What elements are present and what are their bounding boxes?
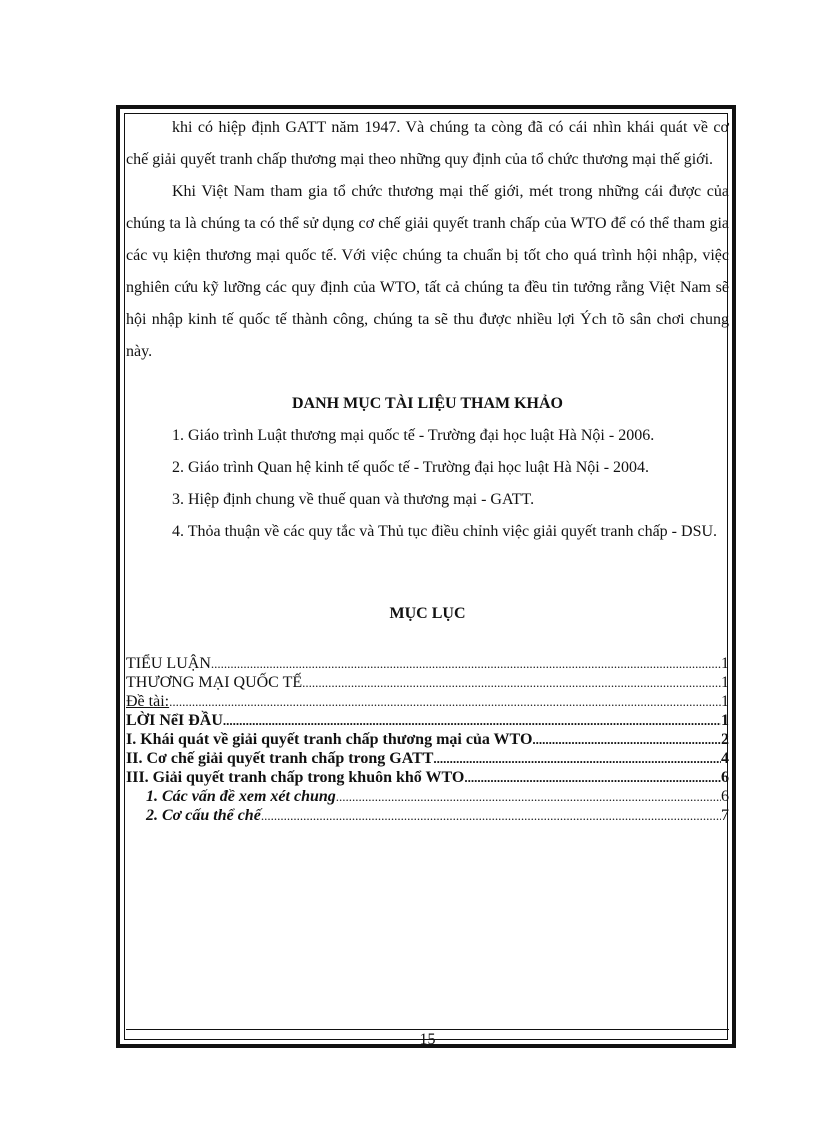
toc-entry-page: 1	[721, 655, 729, 672]
reference-item: 2. Giáo trình Quan hệ kinh tế quốc tế - Trường đại học luật Hà Nội - 2004.	[172, 459, 650, 476]
toc-leader-dots	[336, 787, 721, 806]
toc-entry[interactable]	[126, 692, 729, 711]
toc-entry-page: 2	[721, 731, 729, 748]
toc-entry-label: II. Cơ chế giải quyết tranh chấp trong GATT	[126, 750, 434, 767]
toc-title: MỤC LỤC	[389, 605, 466, 622]
toc-entry-page: 4	[721, 750, 729, 767]
body-paragraph: Khi Việt Nam tham gia tổ chức thương mại thế giới, mét trong những cái được của chúng ta là chúng ta có thể sử dụng cơ chế giải quyết tranh chấp của WTO để có thể tham gia các vụ kiện thương mại quốc tế. Với việc chúng ta chuẩn bị tốt cho quá trình hội nhập, việc nghiên cứu kỹ lưỡng các quy định của WTO, tất cả chúng ta đều tin tưởng rằng Việt Nam sẽ hội nhập kinh tế quốc tế thành công, chúng ta sẽ thu được nhiều lợi Ých tõ sân chơi chung này.	[126, 183, 729, 360]
toc-entry[interactable]	[126, 806, 729, 825]
toc-entry-label: LỜI NểI ĐẦU	[126, 712, 223, 729]
toc-entry-page: 1	[721, 693, 729, 710]
toc-entry-page: 6	[721, 788, 729, 805]
toc-entry[interactable]	[126, 730, 729, 749]
toc-entry-label: I. Khái quát về giải quyết tranh chấp thương mại của WTO	[126, 731, 533, 748]
toc-entry-page: 6	[721, 769, 729, 786]
toc-entry[interactable]	[126, 787, 729, 806]
toc-entry-label: THƯƠNG MẠI QUỐC TẾ	[126, 674, 303, 691]
toc-leader-dots	[302, 673, 721, 692]
toc-entry[interactable]	[126, 654, 729, 673]
reference-item: 4. Thỏa thuận về các quy tắc và Thủ tục điều chỉnh việc giải quyết tranh chấp - DSU.	[172, 523, 718, 540]
toc-entry[interactable]	[126, 749, 729, 768]
toc-leader-dots	[261, 806, 721, 825]
toc-entry-label: III. Giải quyết tranh chấp trong khuôn khổ WTO	[126, 769, 465, 786]
toc-entry-page: 1	[721, 712, 729, 729]
reference-item: 3. Hiệp định chung về thuế quan và thương mại - GATT.	[172, 491, 535, 508]
toc-entry[interactable]	[126, 711, 729, 730]
references-heading: DANH MỤC TÀI LIỆU THAM KHẢO	[292, 395, 563, 412]
toc-entry-page: 1	[721, 674, 729, 691]
toc-leader-dots	[464, 768, 721, 787]
toc-entry-page: 7	[721, 807, 729, 824]
toc-entry[interactable]	[126, 768, 729, 787]
table-of-contents	[126, 654, 729, 825]
toc-leader-dots	[223, 711, 721, 730]
toc-leader-dots	[532, 730, 721, 749]
page-number: 15	[126, 1029, 729, 1048]
toc-entry-label: 1. Các vấn đề xem xét chung	[146, 788, 336, 805]
toc-entry-label: TIỂU LUẬN	[126, 655, 211, 672]
toc-leader-dots	[169, 692, 721, 711]
body-paragraph: khi có hiệp định GATT năm 1947. Và chúng ta còng đã có cái nhìn khái quát về cơ chế giải quyết tranh chấp thương mại theo những quy định của tổ chức thương mại thế giới.	[126, 119, 729, 168]
page-content	[126, 112, 729, 825]
toc-entry-label: 2. Cơ cấu thể chế	[146, 807, 261, 824]
toc-leader-dots	[211, 654, 721, 673]
reference-item: 1. Giáo trình Luật thương mại quốc tế - Trường đại học luật Hà Nội - 2006.	[172, 427, 655, 444]
toc-entry-label: Đề tài:	[126, 693, 170, 710]
toc-entry[interactable]	[126, 673, 729, 692]
toc-leader-dots	[433, 749, 721, 768]
